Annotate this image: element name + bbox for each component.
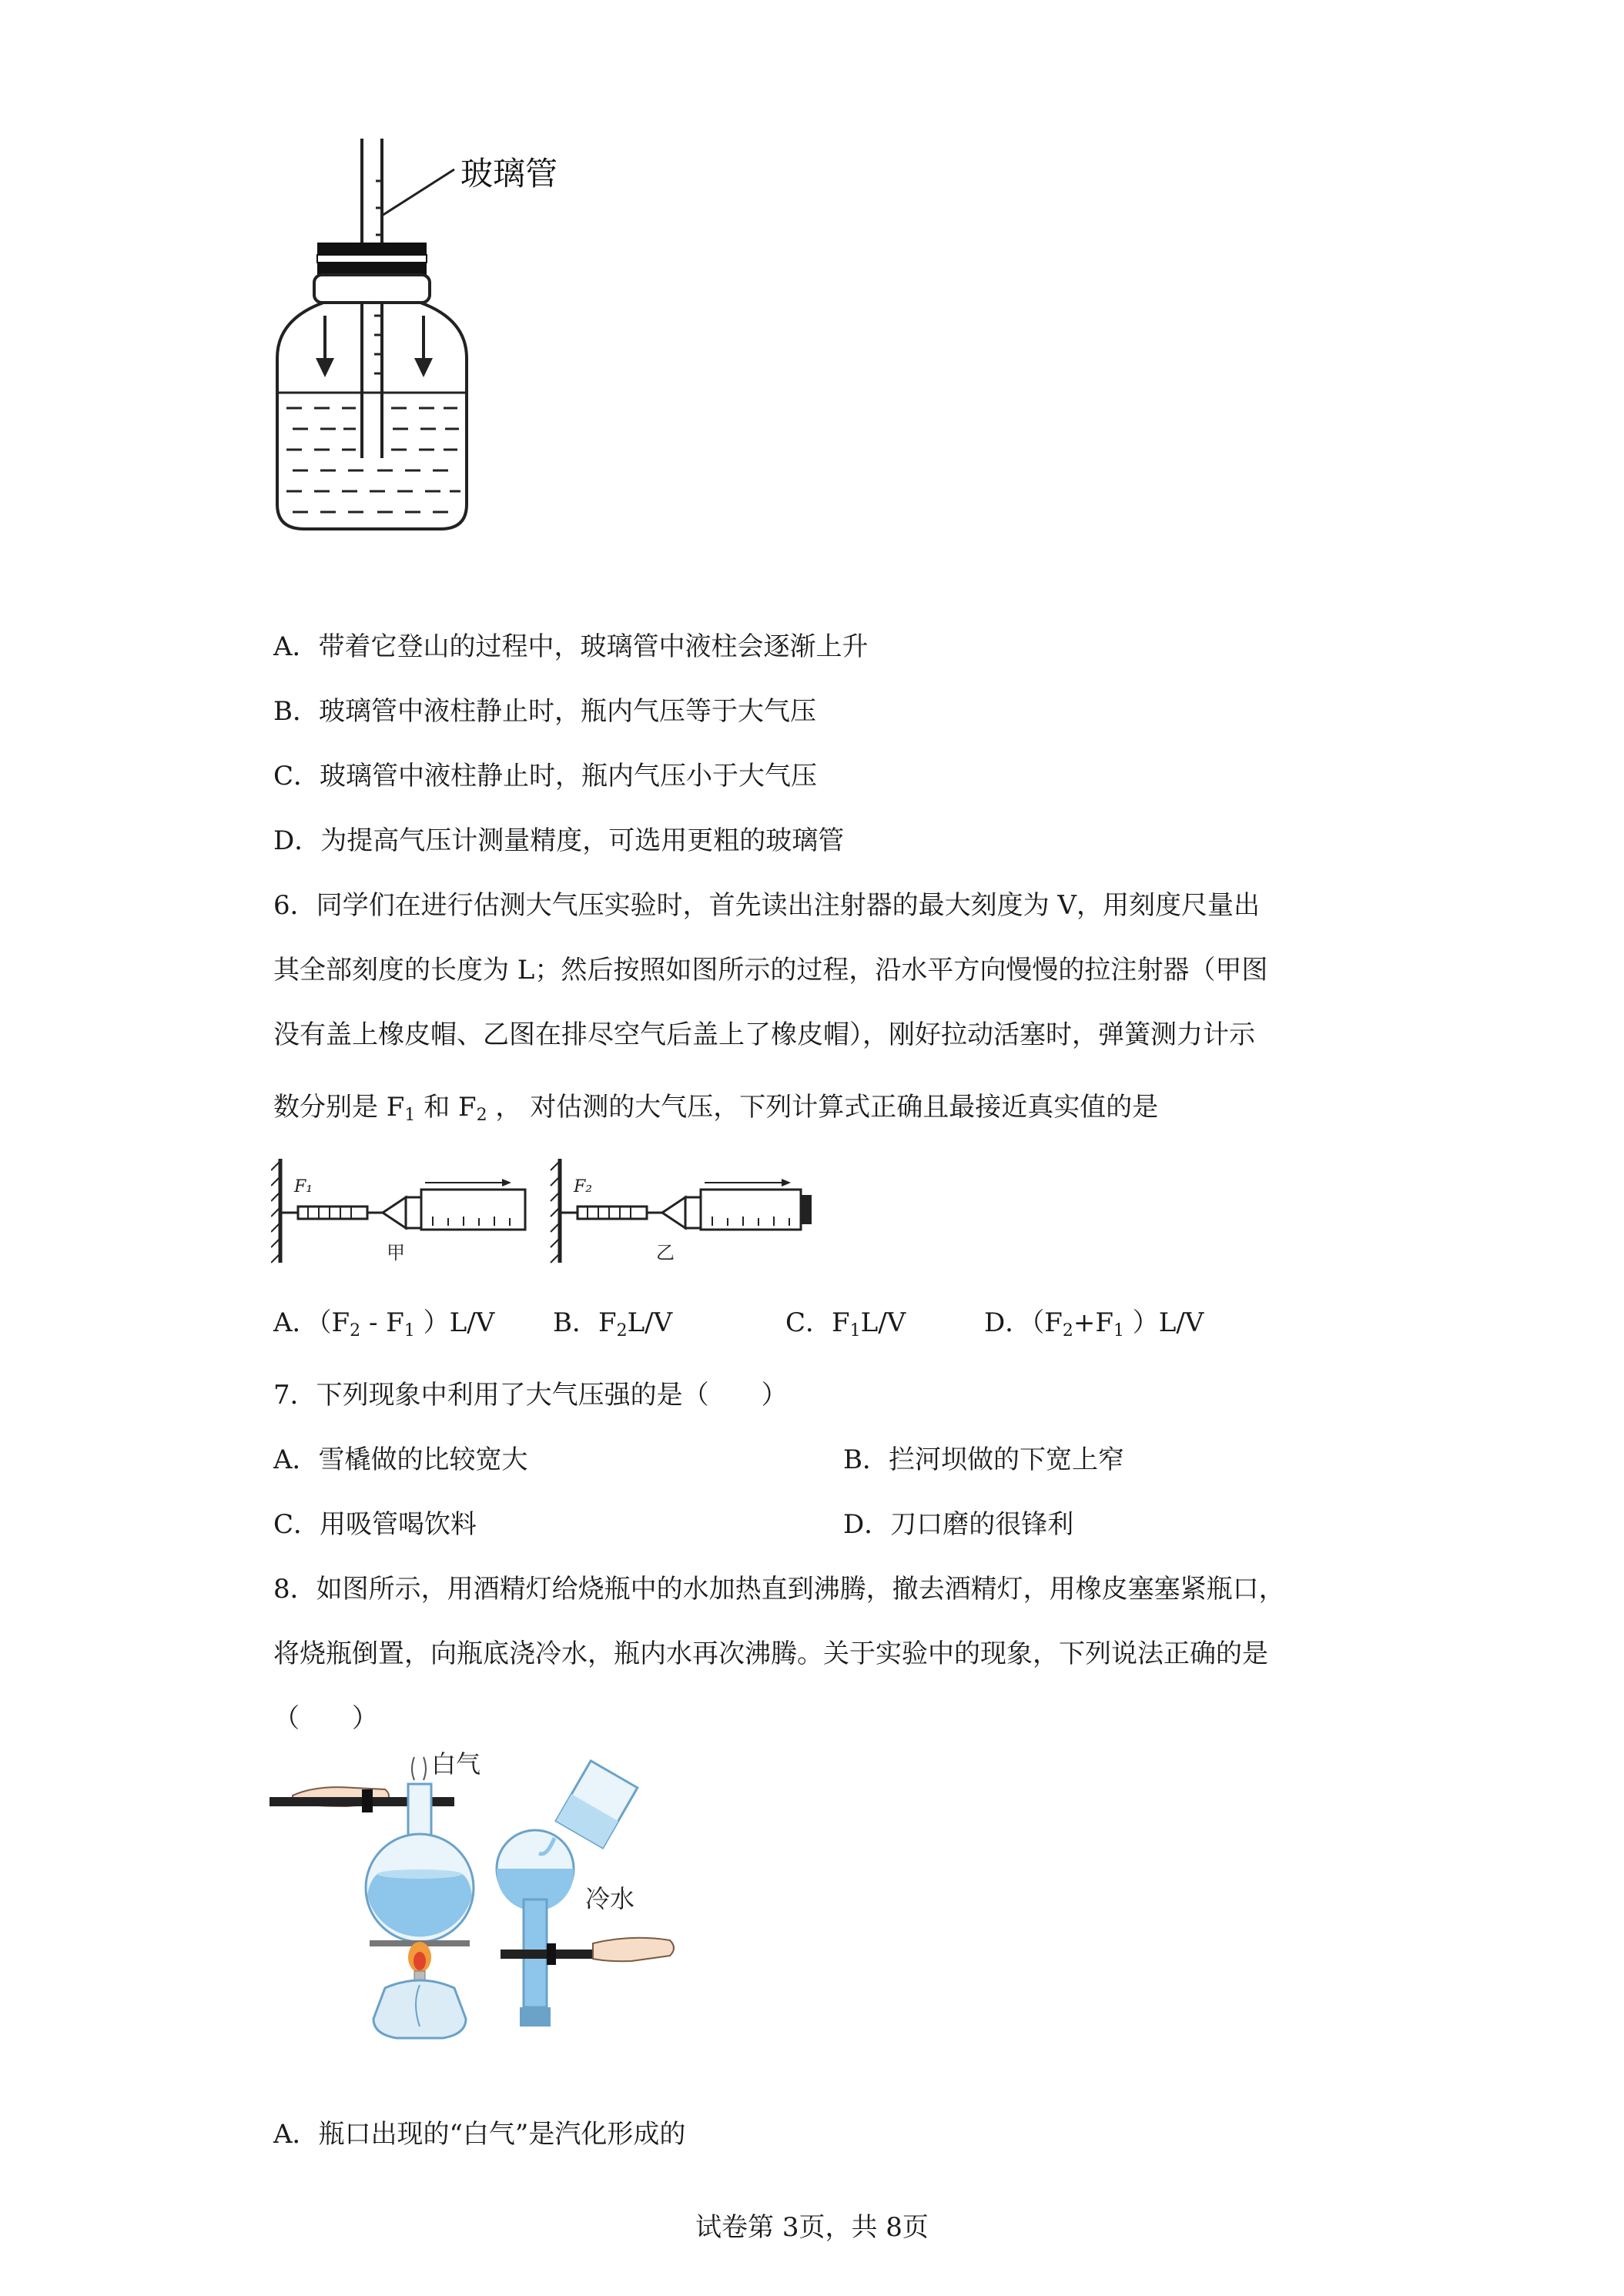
q8-stem-line1: 8．如图所示，用酒精灯给烧瓶中的水加热直到沸腾，撤去酒精灯，用橡皮塞塞紧瓶口， [273,1574,1285,1605]
q6-option-c: C．$F_1L/V$ [785,1307,906,1340]
left-caption: 甲 [387,1242,405,1263]
steam-label: 白气 [431,1749,481,1779]
q7-option-a: A．雪橇做的比较宽大 [273,1444,528,1475]
glass-tube-label: 玻璃管 [460,155,558,192]
q6-stem-line4: 数分别是 $F_1$ 和 $F_2$ ， 对估测的大气压，下列计算式正确且最接近真实值的是 [273,1092,1159,1125]
right-caption: 乙 [656,1242,675,1263]
cold-water-label: 冷水 [585,1884,635,1913]
page-footer: 试卷第 3页，共 8页 [695,2212,929,2243]
q7-option-d: D．刀口磨的很锋利 [843,1509,1074,1540]
right-force-label: F₂ [574,1177,593,1197]
bottle-barometer-figure [270,135,616,543]
q6-option-a: A．（$F_2 - F_1$ ）L/V [273,1307,495,1340]
q5-option-b: B．玻璃管中液柱静止时，瓶内气压等于大气压 [273,696,816,727]
q6-stem-line2: 其全部刻度的长度为 L；然后按照如图所示的过程，沿水平方向慢慢的拉注射器（甲图 [273,955,1268,986]
q6-stem-line3: 没有盖上橡皮帽、乙图在排尽空气后盖上了橡皮帽），刚好拉动活塞时，弹簧测力计示 [273,1019,1255,1050]
left-force-label: F₁ [294,1177,313,1197]
q5-option-d: D．为提高气压计测量精度，可选用更粗的玻璃管 [273,825,845,856]
q7-option-b: B．拦河坝做的下宽上窄 [843,1444,1124,1475]
q7-option-c: C．用吸管喝饮料 [273,1509,477,1540]
boiling-flask-figure [270,1742,701,2050]
q8-option-a: A．瓶口出现的“白气”是汽化形成的 [273,2119,686,2150]
q7-stem: 7．下列现象中利用了大气压强的是（ ） [273,1380,788,1411]
q5-option-a: A．带着它登山的过程中，玻璃管中液柱会逐渐上升 [273,631,869,662]
q6-option-b: B．$F_2L/V$ [553,1307,673,1340]
q8-stem-line2: 将烧瓶倒置，向瓶底浇冷水，瓶内水再次沸腾。关于实验中的现象，下列说法正确的是 [273,1638,1268,1669]
syringe-figure [271,1155,825,1267]
q6-stem-line1: 6．同学们在进行估测大气压实验时，首先读出注射器的最大刻度为 V，用刻度尺量出 [273,890,1260,921]
q5-option-c: C．玻璃管中液柱静止时，瓶内气压小于大气压 [273,761,818,792]
q6-option-d: D．（$F_2+F_1$ ）L/V [984,1307,1204,1340]
q8-stem-line3: （ ） [273,1703,378,1734]
